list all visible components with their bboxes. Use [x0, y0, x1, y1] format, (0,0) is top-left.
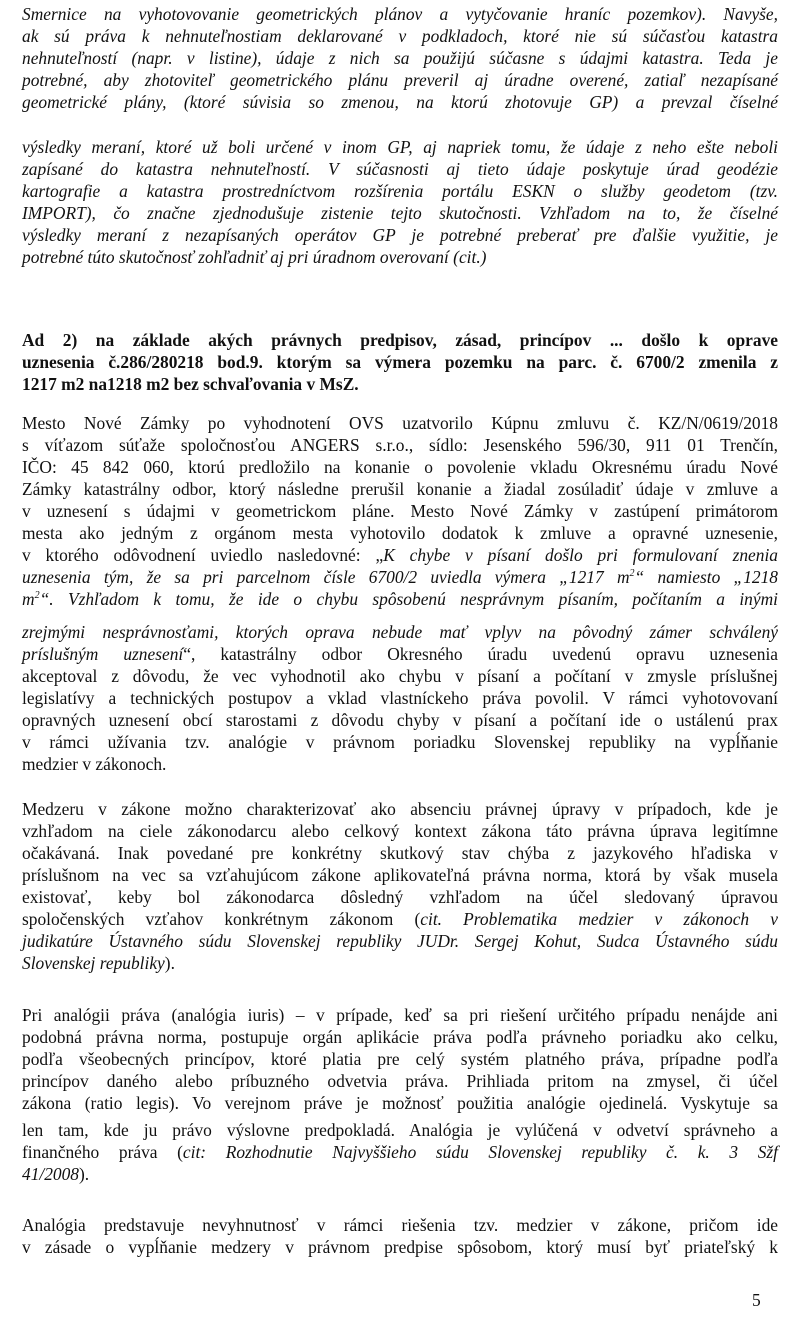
quote-span: “ namiesto „1218 — [634, 567, 778, 587]
text-line: IMPORT), čo značne zjednodušuje zistenie tejto skutočnosti. Vzhľadom na to, že číselné — [22, 203, 778, 223]
text-line: Mesto Nové Zámky po vyhodnotení OVS uzatvorilo Kúpnu zmluvu č. KZ/N/0619/2018 — [22, 413, 778, 433]
citation-span: cit: Rozhodnutie Najvyššieho súdu Slovenskej republiky č. k. 3 Sžf — [182, 1142, 778, 1162]
quote-span: príslušným uznesení — [22, 644, 184, 664]
text-line: zákona (ratio legis). Vo verejnom práve je možnosť použitia analógie ojedinelá. Vyskytuje sa — [22, 1093, 778, 1113]
text-line: mesta ako jedným z orgánom mesta vyhotovilo dodatok k zmluve a opravné uznesenie, — [22, 523, 778, 543]
text-line: Zámky katastrálny odbor, ktorý následne prerušil konanie a žiadal zosúladiť údaje v zmluve a — [22, 479, 778, 499]
text-line: zapísané do katastra nehnuteľností. V súčasnosti aj tieto údaje poskytuje úrad geodézie — [22, 159, 778, 179]
text-span: ). — [79, 1164, 90, 1184]
text-span: ). — [164, 953, 175, 973]
text-line: v zásade o vypĺňanie medzery v právnom predpise spôsobom, ktorý musí byť priateľský k — [22, 1237, 778, 1257]
text-line: existovať, keby bol zákonodarca dôsledný vzhľadom na účel sledovaný úpravou — [22, 887, 778, 907]
text-line: legislatívy a technických postupov a vklad vlastníckeho práva povolil. V rámci vyhotovovaní — [22, 688, 778, 708]
text-line: Smernice na vyhotovovanie geometrických plánov a vytyčovanie hraníc pozemkov). Navyše, — [22, 4, 778, 24]
text-line: medzier v zákonoch. — [22, 754, 167, 774]
text-line — [22, 566, 778, 588]
text-line: ak sú práva k nehnuteľnostiam deklarované v podkladoch, ktoré nie sú súčasťou katastra — [22, 26, 778, 46]
text-line: príslušnom na vec sa vzťahujúcom zákone aplikovateľná právna norma, ktorá by však musela — [22, 865, 778, 885]
page-number: 5 — [752, 1290, 761, 1310]
text-span: finančného práva ( — [22, 1142, 183, 1162]
text-line: judikatúre Ústavného súdu Slovenskej republiky JUDr. Sergej Kohut, Sudca Ústavného súdu — [22, 931, 778, 951]
text-line: Pri analógii práva (analógia iuris) – v prípade, keď sa pri riešení určitého prípadu nenájde ani — [22, 1005, 778, 1025]
text-line — [22, 952, 778, 974]
text-line: podľa všeobecných princípov, ktoré platia pre celý systém platného práva, prípadne podľa — [22, 1049, 778, 1069]
text-line: akceptoval z dôvodu, že vec vyhodnotil ako chybu v písaní a počítaní v zmysle príslušnej — [22, 666, 778, 686]
text-line: len tam, kde ju právo výslovne predpokladá. Analógia je vylúčená v odvetví správneho a — [22, 1120, 778, 1140]
text-line: geometrické plány, (ktoré súvisia so zmenou, na ktorú zhotovuje GP) a prevzal číselné — [22, 92, 778, 112]
text-line: s víťazom súťaže spoločnosťou ANGERS s.r.o., sídlo: Jesenského 596/30, 911 01 Trenčín, — [22, 435, 778, 455]
text-line: očakávaná. Inak povedané pre konkrétny skutkový stav chýba z jazykového hľadiska v — [22, 843, 778, 863]
quote-span: uznesenia tým, že sa pri parcelnom čísle 6700/2 uviedla výmera „1217 m — [22, 567, 630, 587]
citation-span: cit. Problematika medzier v zákonoch v — [420, 909, 778, 929]
text-span: “, katastrálny odbor Okresného úradu uvedenú opravu uznesenia — [183, 644, 778, 664]
text-line: potrebné túto skutočnosť zohľadniť aj pri úradnom overovaní (cit.) — [22, 247, 487, 267]
text-line: vzhľadom na ciele zákonodarcu alebo celkový kontext zákona táto právna úprava legitímne — [22, 821, 778, 841]
text-line: v rámci užívania tzv. analógie v právnom poriadku Slovenskej republiky na vypĺňanie — [22, 732, 778, 752]
quote-span: “. Vzhľadom k tomu, že ide o chybu spôsobenú nesprávnym písaním, počítaním a inými — [39, 589, 778, 609]
text-line: princípov daného alebo príbuzného odvetvia práva. Prihliada pritom na zmysel, či účel — [22, 1071, 778, 1091]
text-line: výsledky meraní z nezapísaných operátov GP je potrebné preberať pre ďalšie využitie, je — [22, 225, 778, 245]
citation-span: 41/2008 — [22, 1164, 80, 1184]
text-line — [22, 1163, 778, 1185]
superscript: 2 — [34, 590, 40, 602]
citation-span: Slovenskej republiky — [22, 953, 165, 973]
text-line: podobná právna norma, postupuje orgán aplikácie práva podľa právneho poriadku ako celku, — [22, 1027, 778, 1047]
text-line: potrebné, aby zhotoviteľ geometrického plánu preveril aj úradne overené, zatiaľ nezapísané — [22, 70, 778, 90]
heading-line: Ad 2) na základe akých právnych predpisov, zásad, princípov ... došlo k oprave — [22, 330, 778, 350]
quote-span: K chybe v písaní došlo pri formulovaní znenia — [383, 545, 778, 565]
text-line: zrejmými nesprávnosťami, ktorých oprava nebude mať vplyv na pôvodný zámer schválený — [22, 622, 778, 642]
text-line: nehnuteľností (napr. v listine), údaje z nich sa použijú súčasne s údajmi katastra. Teda je — [22, 48, 778, 68]
text-line — [22, 588, 778, 610]
text-line: výsledky meraní, ktoré už boli určené v inom GP, aj napriek tomu, že údaje z neho ešte neboli — [22, 137, 778, 157]
heading-line: uznesenia č.286/280218 bod.9. ktorým sa výmera pozemku na parc. č. 6700/2 zmenila z — [22, 352, 778, 372]
text-line — [22, 908, 778, 930]
text-line: IČO: 45 842 060, ktorú predložilo na konanie o povolenie vkladu Okresnému úradu Nové — [22, 457, 778, 477]
text-line: Analógia predstavuje nevyhnutnosť v rámci riešenia tzv. medzier v zákone, pričom ide — [22, 1215, 778, 1235]
text-line — [22, 643, 778, 665]
heading-line: 1217 m2 na1218 m2 bez schvaľovania v MsZ. — [22, 374, 359, 394]
text-line: kartografie a katastra prostredníctvom rozšírenia portálu ESKN o služby geodetom (tzv. — [22, 181, 778, 201]
superscript: 2 — [629, 568, 635, 580]
text-line: Medzeru v zákone možno charakterizovať ako absenciu právnej úpravy v prípadoch, kde je — [22, 799, 778, 819]
quote-span: m — [22, 589, 35, 609]
text-span: v ktorého odôvodnení uviedlo nasledovné: „ — [22, 545, 384, 565]
text-line — [22, 1141, 778, 1163]
text-span: spoločenských vzťahov konkrétnym zákonom ( — [22, 909, 421, 929]
text-line — [22, 544, 778, 566]
text-line: opravných uznesení obcí starostami z dôvodu chyby v písaní a počítaní ide o ustálenú prax — [22, 710, 778, 730]
text-line: v uznesení s údajmi v geometrickom pláne. Mesto Nové Zámky v zastúpení primátorom — [22, 501, 778, 521]
